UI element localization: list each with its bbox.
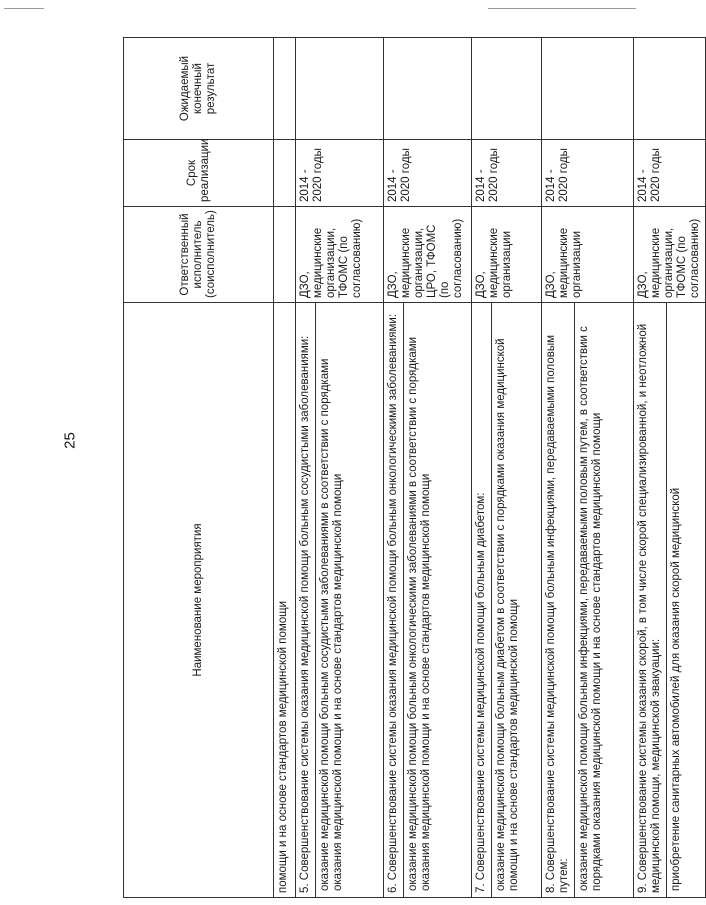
col-header-executor: Ответственный исполнитель (соисполнитель) xyxy=(124,207,274,303)
row-4-heading: 8. Совершенствование системы медицинской помощи больным инфекциями, передаваемыми половым путем: xyxy=(545,334,570,893)
row-5-heading: 9. Совершенствование системы оказания скорой, в том числе скорой специализированной, и неотложной медицинской помощи, медицинской эвакуации: xyxy=(637,323,662,893)
row-3-result xyxy=(472,38,542,140)
row-2-heading: 6. Совершенствование системы оказания медицинской помощи больным онкологическими заболеваниями: xyxy=(387,313,399,893)
row-1-name xyxy=(296,303,384,898)
measures-table xyxy=(123,37,706,898)
row-2-result xyxy=(384,38,472,140)
row-2-term: 2014 - 2020 годы xyxy=(384,140,472,207)
row-4-result xyxy=(542,38,634,140)
row-3-term: 2014 - 2020 годы xyxy=(472,140,542,207)
row-0-result xyxy=(274,38,296,140)
row-1-result xyxy=(296,38,384,140)
row-5-executor: ДЗО, медицинские организации, ТФОМС (по согласованию) xyxy=(634,207,706,303)
page-number: 25 xyxy=(61,432,79,449)
table-row xyxy=(384,38,472,898)
row-5-result xyxy=(634,38,706,140)
scan-edge-left xyxy=(4,8,44,9)
row-4-name xyxy=(542,303,634,898)
row-3-name xyxy=(472,303,542,898)
row-1-heading: 5. Совершенствование системы оказания медицинской помощи больным сосудистыми заболеваниями: xyxy=(299,335,311,893)
row-3-heading: 7. Совершенствование системы медицинской помощи больным диабетом: xyxy=(475,492,487,893)
row-3-executor: ДЗО, медицинские организации xyxy=(472,207,542,303)
col-header-result: Ожидаемый конечный результат xyxy=(124,38,274,140)
table-row xyxy=(542,38,634,898)
row-5-name xyxy=(634,303,706,898)
row-1-term: 2014 - 2020 годы xyxy=(296,140,384,207)
row-0-name: помощи и на основе стандартов медицинской помощи xyxy=(274,303,296,898)
table-row xyxy=(634,38,706,898)
table-row xyxy=(472,38,542,898)
col-header-term: Срок реализации xyxy=(124,140,274,207)
table-header-row xyxy=(124,38,274,898)
row-3-detail: оказание медицинской помощи больным диабетом в соответствии с порядками оказания медицинской помощи и на основе стандартов медицинской помощи xyxy=(491,303,524,897)
row-1-detail: оказание медицинской помощи больным сосудистыми заболеваниями в соответствии с порядками оказания медицинской помощи и на основе стандартов медицинской помощи xyxy=(315,303,348,897)
row-5-term: 2014 - 2020 годы xyxy=(634,140,706,207)
table-row xyxy=(274,38,296,898)
row-0-executor xyxy=(274,207,296,303)
row-1-executor: ДЗО, медицинские организации, ТФОМС (по согласованию) xyxy=(296,207,384,303)
measures-table-rotated xyxy=(123,38,701,898)
table-row xyxy=(296,38,384,898)
row-0-term xyxy=(274,140,296,207)
row-5-detail: приобретение санитарных автомобилей для оказания скорой медицинской xyxy=(666,303,686,897)
row-2-name xyxy=(384,303,472,898)
row-4-term: 2014 - 2020 годы xyxy=(542,140,634,207)
row-2-detail: оказание медицинской помощи больным онкологическими заболеваниями в соответствии с порядками оказания медицинской помощи и на основе стандартов медицинской помощи xyxy=(403,303,436,897)
row-2-executor: ДЗО, медицинские организации, ЦРО, ТФОМС (по согласованию) xyxy=(384,207,472,303)
row-4-executor: ДЗО, медицинские организации xyxy=(542,207,634,303)
scan-edge-right xyxy=(488,8,636,9)
col-header-name: Наименование мероприятия xyxy=(124,303,274,898)
row-4-detail: оказание медицинской помощи больным инфекциями, передаваемыми половым путем, в соответствии с порядками оказания медицинской помощи и на основе стандартов медицинской помощи xyxy=(574,303,607,897)
